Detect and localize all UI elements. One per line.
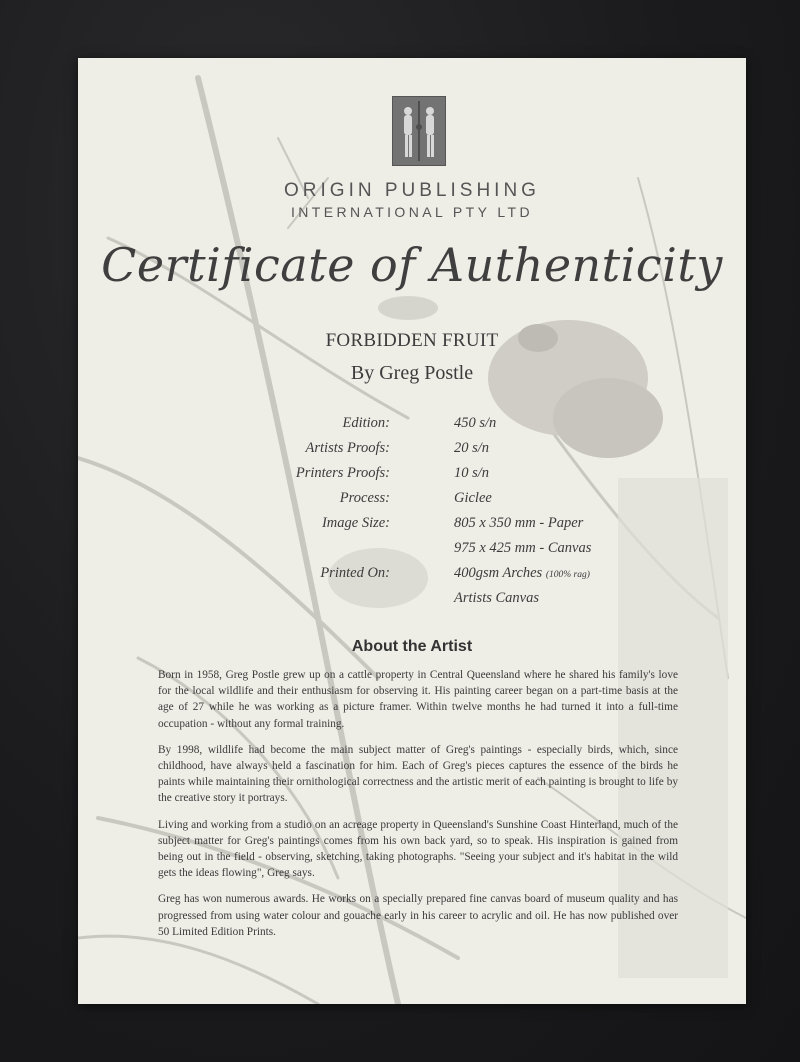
about-heading: About the Artist <box>351 638 473 655</box>
detail-value: 20 s/n <box>454 440 490 456</box>
publisher-subtitle: INTERNATIONAL PTY LTD <box>290 204 534 220</box>
detail-value: 450 s/n <box>454 415 497 431</box>
detail-row-printers-proofs <box>78 465 746 490</box>
detail-value: Giclee <box>454 490 492 506</box>
certificate-card <box>78 58 746 1004</box>
bio-paragraph: By 1998, wildlife had become the main subject matter of Greg's paintings - especially birds, which, since childhood, have always held a fascination for him. Each of Greg's pieces captures the essence of the birds he paints while maintaining their ornithological correctness and the artistic merit of each painting is brought to life by the creative story it portrays. <box>158 743 678 805</box>
about-text <box>158 667 678 950</box>
detail-row-edition <box>78 415 746 440</box>
detail-row-printed-on <box>78 565 746 590</box>
detail-value: 10 s/n <box>454 465 490 481</box>
bio-paragraph: Born in 1958, Greg Postle grew up on a cattle property in Central Queensland where he shared his family's love for the local wildlife and their enthusiasm for observing it. His painting career began on a part-time basis at the age of 27 while he was working as a picture framer. Within twelve months he had turned it into a full-time occupation - without any formal training. <box>158 669 678 730</box>
publisher-logo <box>392 96 446 166</box>
detail-label: Process: <box>339 490 390 506</box>
detail-value: 805 x 350 mm - Paper <box>454 515 584 531</box>
detail-value-note: (100% rag) <box>545 570 590 580</box>
detail-row-image-size-canvas <box>78 540 746 565</box>
bio-paragraph: Greg has won numerous awards. He works on a specially prepared fine canvas board of museum quality and has progressed from using water colour and gouache early in his career to acrylic and oil. He has now published over 50 Limited Edition Prints. <box>158 893 678 938</box>
detail-label: Image Size: <box>321 515 390 531</box>
detail-label: Edition: <box>342 415 390 431</box>
certificate-title: Certificate of Authenticity <box>101 238 723 292</box>
detail-label: Artists Proofs: <box>305 440 390 456</box>
detail-row-artists-proofs <box>78 440 746 465</box>
publisher-name: ORIGIN PUBLISHING <box>284 180 540 201</box>
detail-value: 975 x 425 mm - Canvas <box>454 540 592 556</box>
detail-label: Printed On: <box>320 565 390 581</box>
bio-paragraph: Living and working from a studio on an acreage property in Queensland's Sunshine Coast Hinterland, much of the subject matter for Greg's paintings comes from his own back yard, so to speak. His inspiration is gained from being out in the field - observing, sketching, taking photographs. "Seeing your subject and it's habitat in the wild gets the ideas flowing", Greg says. <box>158 818 678 880</box>
detail-row-process <box>78 490 746 515</box>
edition-details <box>78 415 746 615</box>
detail-value: Artists Canvas <box>454 590 539 606</box>
artist-line: By Greg Postle <box>350 362 474 384</box>
detail-row-printed-on-canvas <box>78 590 746 615</box>
detail-value-wrap <box>454 565 590 582</box>
artwork-title: FORBIDDEN FRUIT <box>325 330 499 351</box>
detail-row-image-size <box>78 515 746 540</box>
detail-value: 400gsm Arches <box>454 565 543 581</box>
detail-label: Printers Proofs: <box>295 465 390 481</box>
